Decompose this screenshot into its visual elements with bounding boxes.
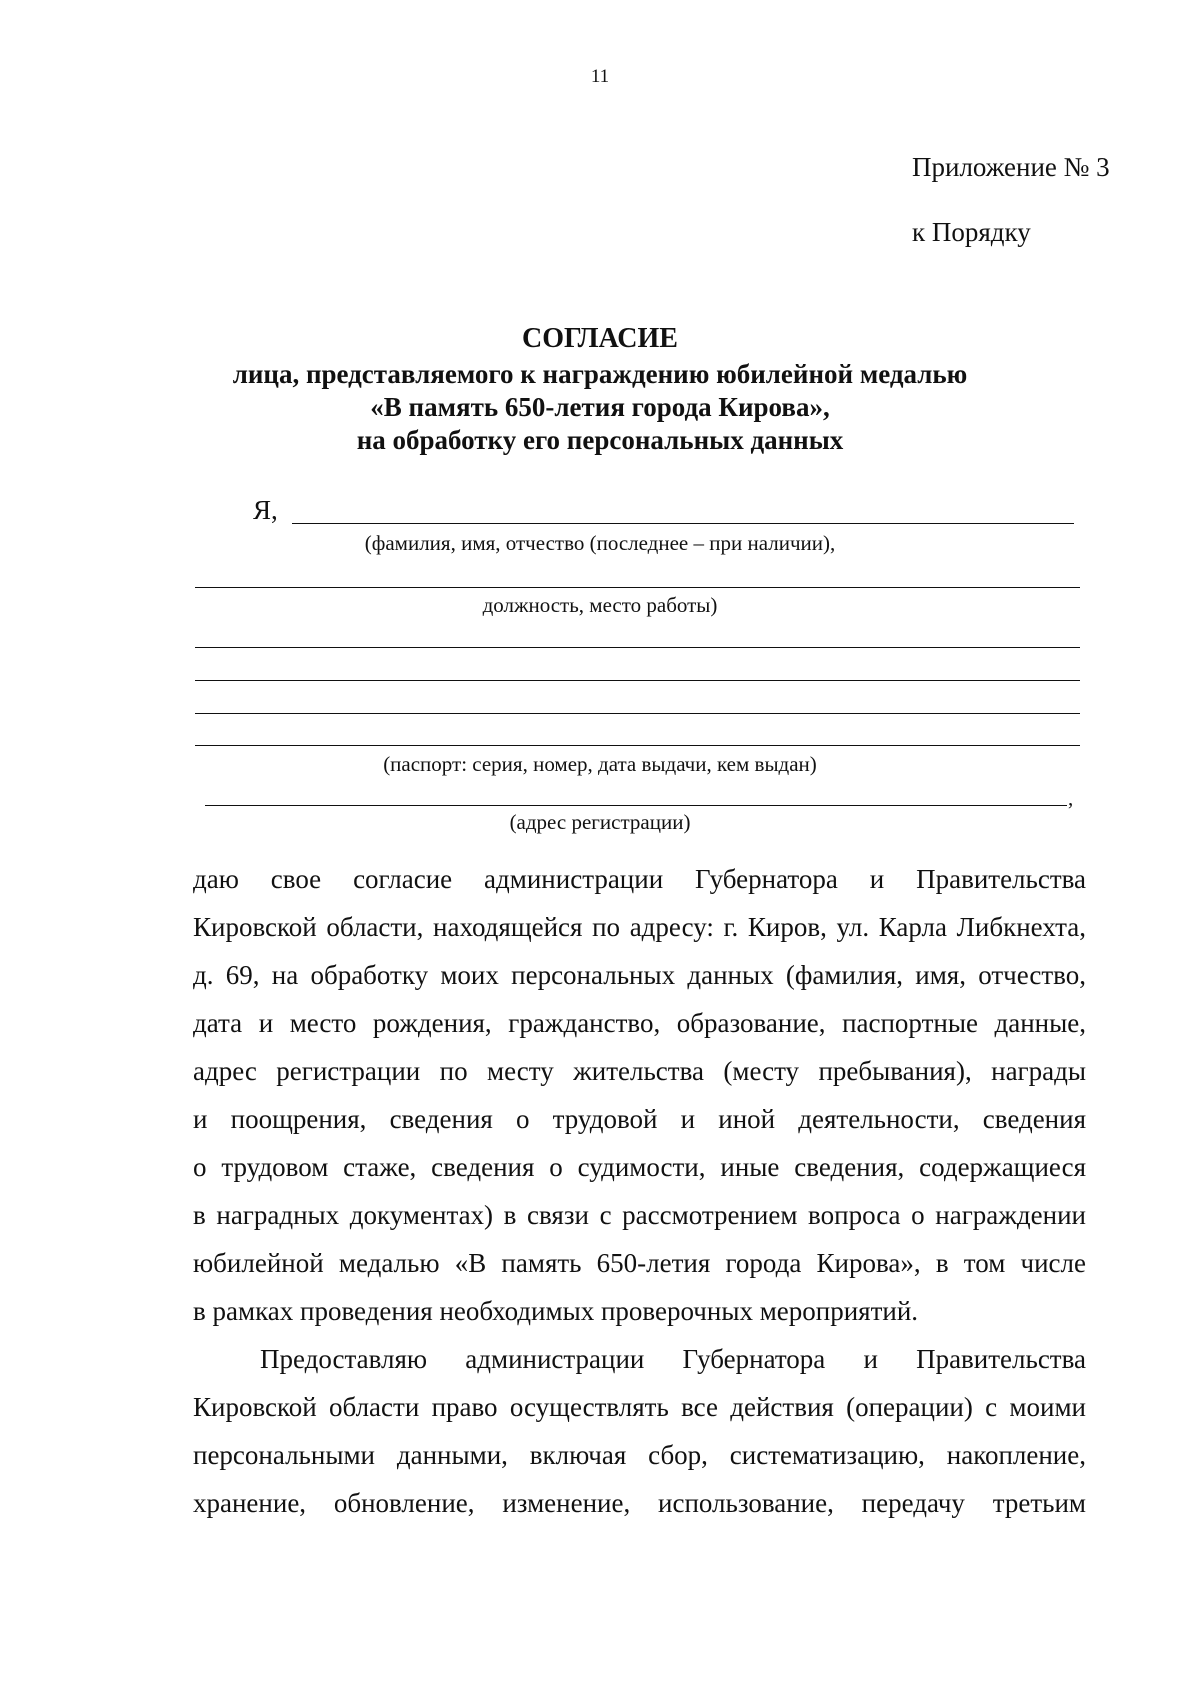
address-comma: , bbox=[1068, 786, 1074, 810]
subtitle-line: лица, представляемого к награждению юбилейной медалью bbox=[232, 359, 968, 389]
appendix-reference: к Порядку bbox=[912, 217, 1031, 247]
subtitle-line: «В память 650-летия города Кирова», bbox=[370, 392, 830, 422]
position-field-line[interactable] bbox=[195, 587, 1080, 588]
passport-field-line-1[interactable] bbox=[195, 647, 1080, 648]
paragraph-line: Предоставляю администрации Губернатора и Правительства bbox=[260, 1344, 1086, 1374]
paragraph-line: в рамках проведения необходимых проверочных мероприятий. bbox=[193, 1296, 919, 1326]
paragraph-line: о трудовом стаже, сведения о судимости, иные сведения, содержащиеся bbox=[193, 1152, 1086, 1182]
paragraph-line: хранение, обновление, изменение, использование, передачу третьим bbox=[193, 1488, 1086, 1518]
paragraph-line: юбилейной медалью «В память 650-летия города Кирова», в том числе bbox=[193, 1248, 1086, 1278]
position-caption: должность, место работы) bbox=[482, 593, 718, 617]
paragraph-line: д. 69, на обработку моих персональных данных (фамилия, имя, отчество, bbox=[193, 960, 1086, 990]
paragraph-line: Кировской области право осуществлять все действия (операции) с моими bbox=[193, 1392, 1086, 1422]
paragraph-line: даю свое согласие администрации Губернатора и Правительства bbox=[193, 864, 1086, 894]
address-field-line[interactable] bbox=[205, 805, 1067, 806]
paragraph-line: Кировской области, находящейся по адресу: г. Киров, ул. Карла Либкнехта, bbox=[193, 912, 1086, 942]
paragraph-line: и поощрения, сведения о трудовой и иной деятельности, сведения bbox=[193, 1104, 1086, 1134]
passport-field-line-2[interactable] bbox=[195, 680, 1080, 681]
passport-field-line-4[interactable] bbox=[195, 745, 1080, 746]
document-subtitle bbox=[0, 358, 1200, 457]
paragraph-line: в наградных документах) в связи с рассмотрением вопроса о награждении bbox=[193, 1200, 1086, 1230]
i-label: Я, bbox=[253, 495, 278, 525]
paragraph-line: дата и место рождения, гражданство, образование, паспортные данные, bbox=[193, 1008, 1086, 1038]
subtitle-line: на обработку его персональных данных bbox=[356, 425, 844, 455]
page-number: 11 bbox=[590, 66, 610, 87]
passport-caption: (паспорт: серия, номер, дата выдачи, кем выдан) bbox=[383, 752, 817, 776]
paragraph-line: персональными данными, включая сбор, систематизацию, накопление, bbox=[193, 1440, 1086, 1470]
address-caption: (адрес регистрации) bbox=[509, 810, 691, 834]
fio-field-line[interactable] bbox=[292, 523, 1074, 524]
appendix-title: Приложение № 3 bbox=[912, 152, 1110, 182]
fio-caption: (фамилия, имя, отчество (последнее – при наличии), bbox=[364, 531, 836, 555]
paragraph-line: адрес регистрации по месту жительства (месту пребывания), награды bbox=[193, 1056, 1086, 1086]
document-title: СОГЛАСИЕ bbox=[522, 323, 678, 354]
passport-field-line-3[interactable] bbox=[195, 713, 1080, 714]
